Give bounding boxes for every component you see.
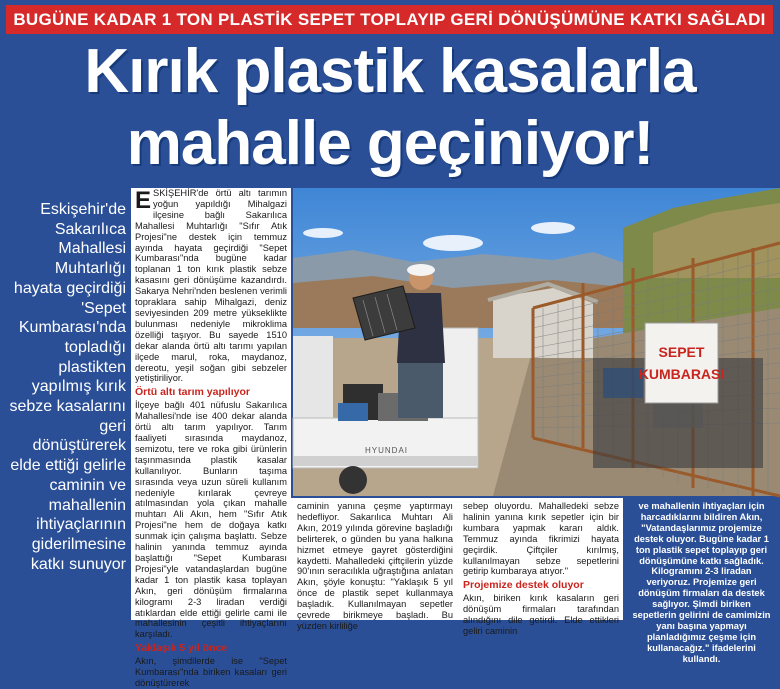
paragraph-3-cont: caminin yanına çeşme yaptırmayı hedefliyor. Sakarılıca Muhtarı Ali Akın, 2019 yılında görevine başladığı belirterek, o günden bu yana halkına hizmet etmeye gayret gösterdiğini kaydetti. Mahalledeki çiftçilerin yüzde 90'ının seracılıkla uğraştığına anlatan Akın, şöyle konuştu: "Yaklaşık 5 yıl önce de plastik sepet kullanmaya başladık. Kullanılmayan sepetler çevrede birikmeye başladı. Bu yüzden kirliliğe bbox=[297, 501, 453, 631]
article-column-2 bbox=[291, 498, 457, 631]
paragraph-4-start: Akın, biriken kırık kasaların geri dönüşüm firmaları tarafından alındığını dile getirdi. Elde ettikleri geliri caminin bbox=[463, 593, 619, 637]
paragraph-2: İlçeye bağlı 401 nüfuslu Sakarılıca Mahallesi'nde ise 400 dekar alanda örtü altı tarım yapılıyor. Tarım faaliyeti sırasında maydanoz, semizotu, tere ve roka gibi ürünlerin taşınmasında plastik kasalar kullanılıyor. Bunların taşıma sırasında veya uzun süreli kullanım nedeniyle kırılarak çevreye atılmasından yola çıkan mahalle muhtarı Ali Akın, hem "Sıfır Atık Projesi"ne hem de doğaya katkı sunmak için çalışma başlattı. Sebze halinin yanında temmuz ayında başlattığı "Sepet Kumbarası Projesi"yle vatandaşlardan bugüne kadar 1 ton plastik kasa toplayan Akın, geri dönüşüm firmalarına kilogramı 2-3 liradan verdiği atıklardan elde ettiği gelirle cami ile mahallesinin çeşitli ihtiyaçlarını karşıladı. bbox=[135, 400, 287, 640]
sign-text bbox=[638, 323, 725, 403]
drop-cap: E bbox=[135, 187, 152, 214]
article-column-1 bbox=[131, 187, 291, 689]
sign-line-2: KUMBARASI bbox=[638, 366, 725, 382]
paragraph-3-end: sebep oluyordu. Mahalledeki sebze halinin yanına kırık sepetler için bir kumbara yapmak kararı aldık. Temmuz ayında fikrimizi hayata geçirdik. Çiftçiler kırılmış, kullanılmayan sebze sepetlerini getirip kumbaraya atıyor." bbox=[463, 501, 619, 577]
news-photo bbox=[293, 188, 780, 496]
kicker-banner: BUGÜNE KADAR 1 TON PLASTİK SEPET TOPLAYIP GERİ DÖNÜŞÜMÜNE KATKI SAĞLADI bbox=[6, 5, 773, 34]
headline-line-1: Kırık plastik kasalarla bbox=[84, 37, 696, 106]
truck-brand: HYUNDAI bbox=[365, 446, 409, 455]
subheading-2: Yaklaşık 5 yıl önce bbox=[135, 642, 228, 655]
sign-line-1: SEPET bbox=[658, 344, 705, 360]
article-column-3 bbox=[457, 498, 623, 637]
paragraph-3-start: Akın, şimdilerde ise "Sepet Kumbarası"nda biriken kasaları geri dönüştürerek bbox=[135, 656, 287, 689]
article-column-4 bbox=[623, 498, 780, 664]
subheading-3: Projemize destek oluyor bbox=[463, 579, 584, 592]
spot-text: Eskişehir'de Sakarılıca Mahallesi Muhtarlığı hayata geçirdiği 'Sepet Kumbarası'nda topladığı plastikten yapılmış kırık sebze kasalarını geri dönüştürerek elde ettiği gelirle caminin ve mahallenin ihtiyaçlarının giderilmesine katkı sunuyor bbox=[9, 201, 126, 573]
paragraph-4-end: ve mahallenin ihtiyaçları için harcadıklarını bildiren Akın, "Vatandaşlarımız projemize destek oluyor. Bugüne kadar 1 ton plastik sepet toplayıp geri dönüşümüne katkı sağladık. Kilogramını 2-3 liradan veriyoruz. Projemize geri dönüşüm firmaları da destek sağlıyor. Şimdi biriken sepetlerin gelirini de camimizin yanı başına yapmayı planladığımız çeşme için kullanacağız." ifadelerini kullandı. bbox=[632, 501, 771, 664]
paragraph-1-text: SKİŞEHİR'de örtü altı tarımın yoğun yapıldığı Mihalgazi ilçesine bağlı Sakarılıca Mahallesi Muhtarlığı "Sıfır Atık Projesi"ne destek için temmuz ayında hayata geçirdiği "Sepet Kumbarası"nda bugüne kadar toplanan 1 ton kırık plastik sebze kasasını geri dönüşüme kazandırdı. Sakarya Nehri'nden beslenen verimli topraklara sahip Mihalgazi, deniz seviyesinden 209 metre yükseklikte bulunması nedeniyle mikroklima özelliği taşıyor. Bu sayede 1510 dekar alanda örtü altı tarımı yapılan ilçede marul, roka, maydanoz, dereotu, yeşil soğan gibi sebzeler yetiştiriliyor. bbox=[135, 188, 287, 384]
headline-line-2: mahalle geçiniyor! bbox=[126, 109, 654, 178]
paragraph-1 bbox=[135, 188, 287, 384]
subheading-1: Örtü altı tarım yapılıyor bbox=[135, 386, 250, 399]
